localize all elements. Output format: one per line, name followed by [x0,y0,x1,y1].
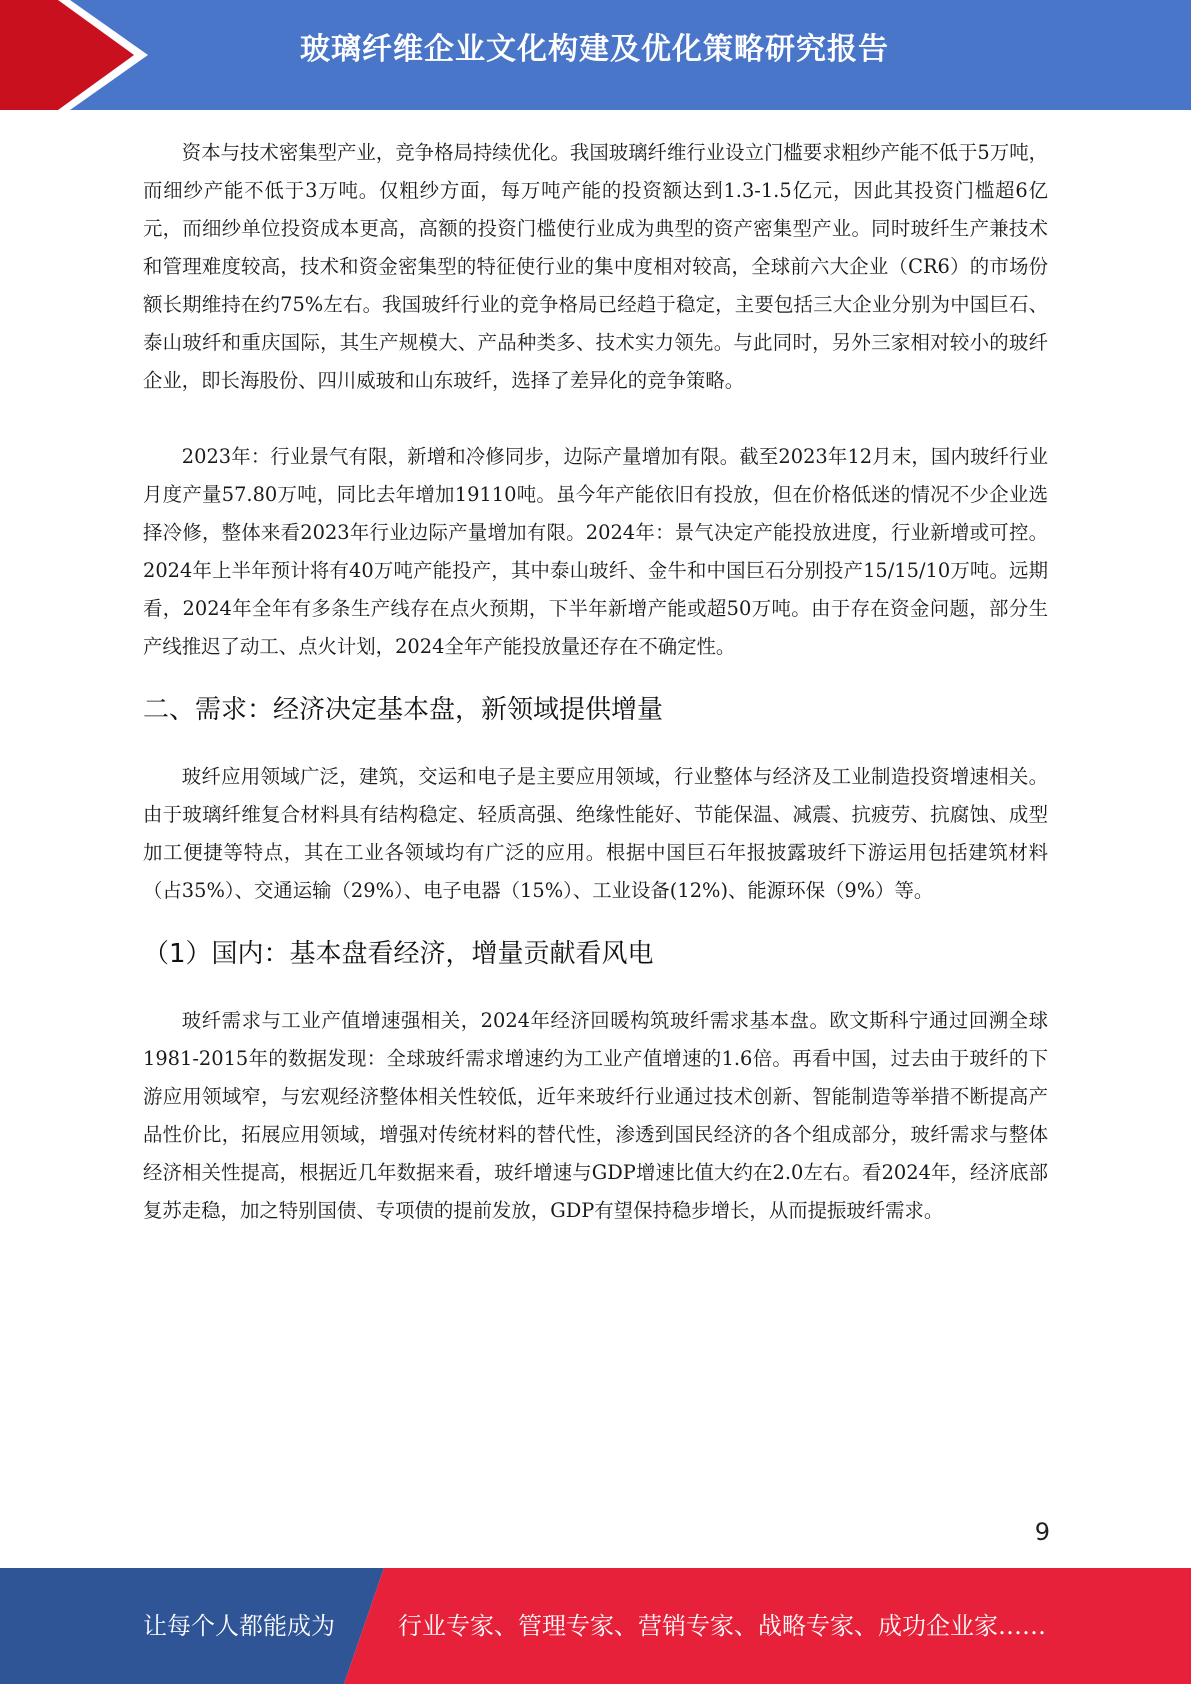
paragraph-capacity-2023-2024: 2023年：行业景气有限，新增和冷修同步，边际产量增加有限。截至2023年12月末，国内玻纤行业月度产量57.80万吨，同比去年增加19110吨。虽今年产能依旧有投放，但在价格低迷的情况不少企业选择冷修，整体来看2023年行业边际产量增加有限。2024年：景气决定产能投放进度，行业新增或可控。2024年上半年预计将有40万吨产能投产，其中泰山玻纤、金牛和中国巨石分别投产15/15/10万吨。远期看，2024年全年有多条生产线存在点火预期，下半年新增产能或超50万吨。由于存在资金问题，部分生产线推迟了动工、点火计划，2024全年产能投放量还存在不确定性。 [143,445,1048,658]
footer-slogan-right: 行业专家、管理专家、营销专家、战略专家、成功企业家…… [398,1612,1046,1640]
footer-slogan-left: 让每个人都能成为 [143,1612,335,1640]
report-title: 玻璃纤维企业文化构建及优化策略研究报告 [300,32,889,67]
page-content [143,134,1048,1230]
page-footer [0,1568,1191,1684]
header-arrow-icon [0,0,160,110]
page-number: 9 [1034,1518,1050,1546]
subsection-heading-domestic: （1）国内：基本盘看经济，增量贡献看风电 [143,939,654,969]
section-heading-demand: 二、需求：经济决定基本盘，新领域提供增量 [143,695,664,725]
page-header [0,0,1191,110]
paragraph-domestic-demand: 玻纤需求与工业产值增速强相关，2024年经济回暖构筑玻纤需求基本盘。欧文斯科宁通过回溯全球1981-2015年的数据发现：全球玻纤需求增速约为工业产值增速的1.6倍。再看中国，过去由于玻纤的下游应用领域窄，与宏观经济整体相关性较低，近年来玻纤行业通过技术创新、智能制造等举措不断提高产品性价比，拓展应用领域，增强对传统材料的替代性，渗透到国民经济的各个组成部分，玻纤需求与整体经济相关性提高，根据近几年数据来看，玻纤增速与GDP增速比值大约在2.0左右。看2024年，经济底部复苏走稳，加之特别国债、专项债的提前发放，GDP有望保持稳步增长，从而提振玻纤需求。 [143,1009,1048,1222]
paragraph-applications: 玻纤应用领域广泛，建筑，交运和电子是主要应用领域，行业整体与经济及工业制造投资增速相关。由于玻璃纤维复合材料具有结构稳定、轻质高强、绝缘性能好、节能保温、减震、抗疲劳、抗腐蚀、成型加工便捷等特点，其在工业各领域均有广泛的应用。根据中国巨石年报披露玻纤下游运用包括建筑材料（占35%）、交通运输（29%）、电子电器（15%）、工业设备(12%)、能源环保（9%）等。 [143,765,1048,902]
paragraph-industry-structure: 资本与技术密集型产业，竞争格局持续优化。我国玻璃纤维行业设立门槛要求粗纱产能不低于5万吨，而细纱产能不低于3万吨。仅粗纱方面，每万吨产能的投资额达到1.3-1.5亿元，因此其投资门槛超6亿元，而细纱单位投资成本更高，高额的投资门槛使行业成为典型的资产密集型产业。同时玻纤生产兼技术和管理难度较高，技术和资金密集型的特征使行业的集中度相对较高，全球前六大企业（CR6）的市场份额长期维持在约75%左右。我国玻纤行业的竞争格局已经趋于稳定，主要包括三大企业分别为中国巨石、泰山玻纤和重庆国际，其生产规模大、产品种类多、技术实力领先。与此同时，另外三家相对较小的玻纤企业，即长海股份、四川威玻和山东玻纤，选择了差异化的竞争策略。 [143,141,1048,392]
